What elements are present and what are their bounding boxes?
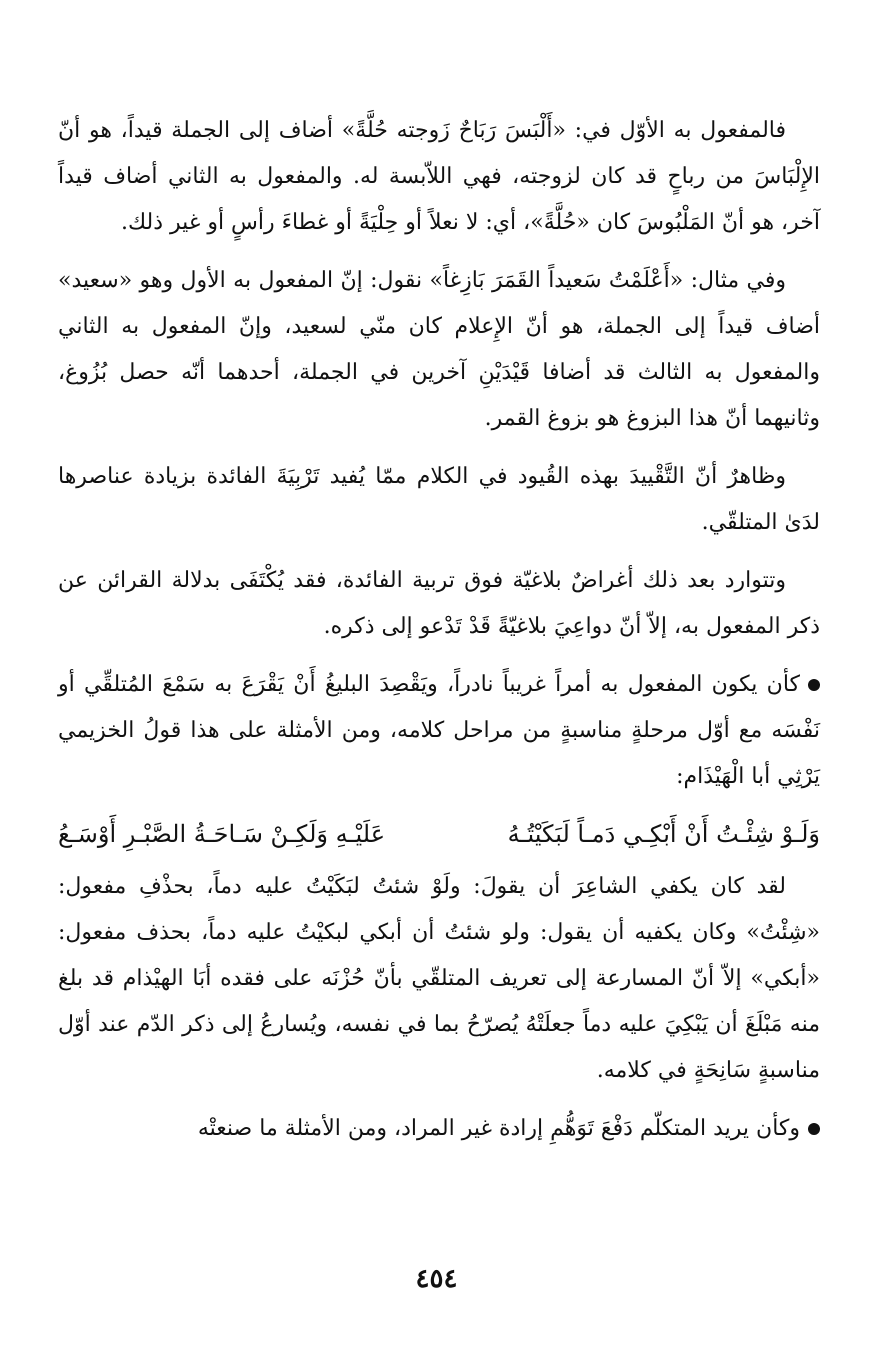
verse-explanation: لقد كان يكفي الشاعِرَ أن يقولَ: ولَوْ شئتُ لبَكَيْتُ عليه دماً، بحذْفِ مفعول: «شِئْتُ» وكان يكفيه أن يقول: ولو شئتُ أن أبكي لبكيْتُ عليه دماً، بحذف مفعول: «أبكي» إلاّ أنّ المسارعة إلى تعريف المتلقّي بأنّ حُزْنَه على فقده أبَا الهيْذام قد بلغ منه مَبْلَغَ أن يَبْكِيَ عليه دماً جعلَتْهُ يُصرّحُ بما في نفسه، ويُسارعُ إلى ذكر الدّم عند أوّل مناسبةٍ سَانِحَةٍ في كلامه. [58,874,820,1083]
paragraph-3: وظاهرٌ أنّ التَّقْييدَ بهذه القُيود في الكلام ممّا يُفيد تَرْبِيَةَ الفائدة بزيادة عناصرها لدَىٰ المتلقّي. [58,464,820,535]
bullet-dot-icon [808,1123,820,1135]
poem-verse [58,810,820,858]
bullet-paragraph-2-text: وكأن يريد المتكلّم دَفْعَ تَوَهُّمِ إرادة غير المراد، ومن الأمثلة ما صنعتْه [197,1116,800,1141]
verse-first-hemistich: وَلَـوْ شِئْـتُ أَنْ أَبْكِـي دَمـاً لَبَكَيْتُـهُ [507,820,820,848]
bullet-paragraph-1-text: كأن يكون المفعول به أمراً غريباً نادراً، ويَقْصِدَ البليغُ أَنْ يَقْرَعَ به سَمْعَ المُتلقِّي أو نَفْسَه مع أوّل مرحلةٍ مناسبةٍ من مراحل كلامه، ومن الأمثلة على هذا قولُ الخزيمي يَرْثِي أبا الْهَيْذَام: [58,672,820,789]
verse-second-hemistich: عَلَيْـهِ وَلَكِـنْ سَـاحَـةُ الصَّبْـرِ أَوْسَـعُ [58,820,386,848]
page-number: ٤٥٤ [415,1264,458,1294]
bullet-paragraph-1 [58,662,820,800]
page-body [58,108,820,1162]
paragraph-1: فالمفعول به الأوّل في: «أَلْبَسَ رَبَاحٌ زَوجته حُلَّةً» أضاف إلى الجملة قيداً، هو أنّ الإِلْبَاسَ من رباحٍ قد كان لزوجته، فهي اللاّبسة له. والمفعول به الثاني أضاف قيداً آخر، هو أنّ المَلْبُوسَ كان «حُلَّةً»، أي: لا نعلاً أو حِلْيَةً أو غطاءَ رأسٍ أو غير ذلك. [58,118,820,235]
paragraph-2: وفي مثال: «أَعْلَمْتُ سَعيداً القَمَرَ بَازِغاً» نقول: إنّ المفعول به الأول وهو «سعيد» أضاف قيداً إلى الجملة، هو أنّ الإِعلام كان منّي لسعيد، وإنّ المفعول به الثاني والمفعول به الثالث قد أضافا قَيْدَيْنِ آخرين في الجملة، أحدهما أنّه حصل بُزُوغ، وثانيهما أنّ هذا البزوغ هو بزوغ القمر. [58,268,820,431]
paragraph-4: وتتوارد بعد ذلك أغراضٌ بلاغيّة فوق تربية الفائدة، فقد يُكْتَفَى بدلالة القرائن عن ذكر المفعول به، إلاّ أنّ دواعِيَ بلاغيّةً قَدْ تَدْعو إلى ذكره. [58,568,820,639]
bullet-paragraph-2 [58,1106,820,1152]
bullet-dot-icon [808,679,820,691]
